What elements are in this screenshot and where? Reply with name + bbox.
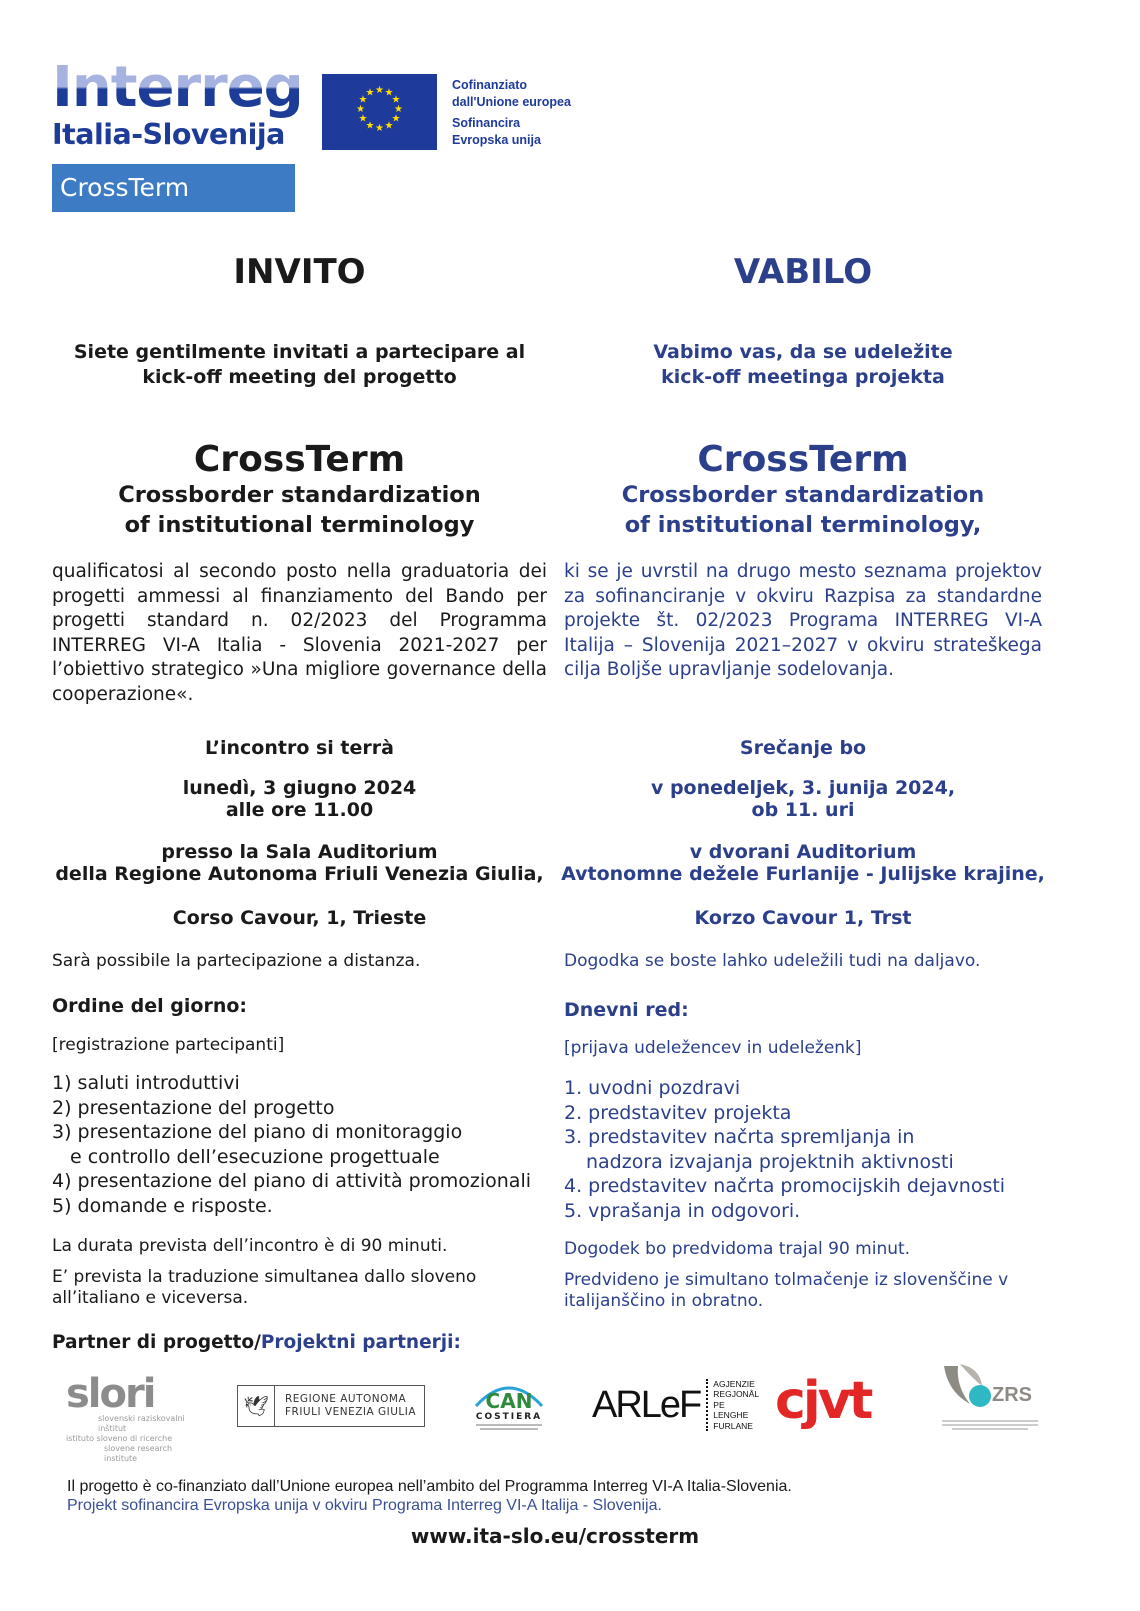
agenda-item: 1) saluti introduttivi [52,1072,240,1094]
meeting-datetime [564,777,1042,821]
meeting-intro: L’incontro si terrà [205,737,394,759]
invite-title: VABILO [733,252,873,292]
meeting-date: lunedì, 3 giugno 2024 [182,777,417,799]
project-subtitle-line: of institutional terminology, [624,512,982,538]
venue-line: della Regione Autonoma Friuli Venezia Giulia, [55,863,544,885]
svg-text:★: ★ [384,120,394,132]
crossterm-badge: CrossTerm [52,164,295,212]
interreg-logo-word: Interreg [52,55,303,120]
partners-label-it: Partner di progetto/ [52,1332,261,1353]
lead-line: Siete gentilmente invitati a partecipare al [73,341,526,363]
invite-title: INVITO [233,252,366,292]
fvg-line: FRIULI VENEZIA GIULIA [285,1406,417,1418]
interreg-logo-region: Italia-Slovenija [52,118,285,151]
svg-text:★: ★ [358,94,368,106]
agenda-item-continuation: nadzora izvajanja projektnih aktivnosti [586,1150,954,1173]
svg-text:★: ★ [391,113,401,125]
slori-line: slovenski raziskovalni inštitut [98,1414,185,1433]
arlef-line: AGJENZIE [713,1378,755,1389]
project-subtitle-line: of institutional terminology [124,512,475,538]
duration-note: Dogodek bo predvidoma trajal 90 minut. [564,1239,911,1259]
arlef-line: FURLANE [713,1420,753,1431]
eu-stars-icon [322,74,437,150]
partners-label [52,1332,461,1353]
agenda-item: 5. vprašanja in odgovori. [564,1199,801,1222]
translation-note [564,1270,1008,1312]
translation-line: Predvideno je simultano tolmačenje iz slovenščine v [564,1270,1009,1290]
invite-lead [564,340,1042,390]
eu-text-line: dall'Unione europea [452,95,571,109]
registration-note: [prijava udeležencev in udeleženk] [564,1038,862,1058]
project-name: CrossTerm [193,439,406,480]
project-heading [52,440,547,540]
agenda-item: 3. predstavitev načrta spremljanja in [564,1126,915,1148]
invite-lead [52,340,547,390]
agenda-item: 3) presentazione del piano di monitoraggio [52,1121,463,1143]
agenda-list [52,1071,547,1218]
project-description: ki se je uvrstil na drugo mesto seznama projektov za sofinanciranje v okviru Razpisa za standardne projekte št. 02/2023 Programa INTERREG VI-A Italija – Slovenija 2021–2027 v okviru strateškega cilja Boljše upravljanje sodelovanja. [564,561,1042,680]
slori-wordmark: slori [66,1371,155,1417]
translation-line: all’italiano e viceversa. [52,1288,249,1308]
arlef-logo [592,1378,760,1432]
svg-text:★: ★ [356,104,365,115]
meeting-date: v ponedeljek, 3. junija 2024, [650,777,956,799]
svg-text:★: ★ [375,123,384,134]
eu-flag-icon [322,74,437,150]
agenda-list [564,1076,1042,1223]
project-description: qualificatosi al secondo posto nella graduatoria dei progetti ammessi al finanziamento del Bando per progetti standard n. 02/2023 del Programma INTERREG VI-A Italia - Slovenia 2021-2027 per l’obiettivo strategico »Una migliore governance della cooperazione«. [52,561,547,705]
arlef-wordmark: ARLeF [592,1383,701,1426]
remote-note: Sarà possibile la partecipazione a distanza. [52,951,421,971]
slori-line: istituto sloveno di ricerche [66,1434,173,1443]
meeting-time: alle ore 11.00 [225,799,374,821]
translation-note [52,1267,476,1309]
venue-line: Avtonomne dežele Furlanije - Julijske krajine, [561,863,1045,885]
agenda-item: 4) presentazione del piano di attività promozionali [52,1170,531,1192]
meeting-address: Korzo Cavour 1, Trst [694,907,912,929]
agenda-title: Ordine del giorno: [52,995,247,1017]
cjvt-logo [775,1372,895,1430]
slori-logo [66,1371,206,1463]
remote-note: Dogodka se boste lahko udeležili tudi na daljavo. [564,951,981,971]
project-subtitle-line: Crossborder standardization [118,482,481,508]
footer-cofunding-it: Il progetto è co-finanziato dall’Unione europea nell’ambito del Programma Interreg VI-A Italia-Slovenia. [67,1478,792,1495]
can-costiera-logo [470,1378,548,1440]
eu-text-line: Cofinanziato [452,78,527,92]
venue-line: presso la Sala Auditorium [161,841,438,863]
partners-label-sl: Projektni partnerji: [260,1332,461,1353]
agenda-item: 4. predstavitev načrta promocijskih dejavnosti [564,1175,1006,1197]
venue-line: v dvorani Auditorium [689,841,917,863]
lead-line: kick-off meetinga projekta [661,366,945,388]
duration-note: La durata prevista dell’incontro è di 90 minuti. [52,1236,448,1256]
agenda-item: 1. uvodni pozdravi [564,1077,741,1099]
svg-text:★: ★ [375,85,384,96]
cjvt-wordmark: cjvt [775,1371,871,1431]
svg-text:★: ★ [365,120,375,132]
lead-line: Vabimo vas, da se udeležite [653,341,953,363]
meeting-datetime [52,777,547,821]
agenda-item: 2. predstavitev projekta [564,1101,792,1124]
meeting-time: ob 11. uri [751,799,855,821]
translation-line: italijanščino in obratno. [564,1291,764,1311]
lead-line: kick-off meeting del progetto [142,366,457,388]
meeting-intro: Srečanje bo [739,737,867,759]
svg-text:★: ★ [394,104,403,115]
project-name: CrossTerm [697,439,909,480]
eagle-icon: 🕊 [238,1386,275,1426]
project-website-link[interactable]: www.ita-slo.eu/crossterm [410,1524,700,1548]
fvg-line: REGIONE AUTONOMA [285,1393,407,1405]
footer-cofunding-sl: Projekt sofinancira Evropska unija v okviru Programa Interreg VI-A Italija - Slovenija. [67,1497,662,1514]
svg-text:★: ★ [391,94,401,106]
svg-text:★: ★ [384,87,394,99]
svg-text:★: ★ [358,113,368,125]
fvg-region-logo [237,1385,425,1427]
svg-text:★: ★ [365,87,375,99]
arlef-line: REGJONÂL [713,1389,760,1400]
agenda-item: 5) domande e risposte. [52,1194,273,1217]
can-sub: COSTIERA [475,1412,543,1422]
meeting-venue [52,841,547,885]
can-wordmark: CAN [485,1389,533,1413]
arlef-line: PE LENGHE [713,1399,749,1421]
zrs-wordmark: ZRS [992,1384,1032,1406]
agenda-item: 2) presentazione del progetto [52,1096,335,1119]
project-heading [564,440,1042,540]
eu-text-line: Evropska unija [452,133,541,147]
project-subtitle-line: Crossborder standardization [621,482,985,508]
agenda-item-continuation: e controllo dell’esecuzione progettuale [70,1145,440,1168]
registration-note: [registrazione partecipanti] [52,1035,285,1055]
translation-line: E’ prevista la traduzione simultanea dallo sloveno [52,1267,477,1287]
eu-text-line: Sofinancira [452,116,521,130]
agenda-title: Dnevni red: [564,999,689,1021]
meeting-address: Corso Cavour, 1, Trieste [172,907,427,929]
zrs-logo [940,1362,1040,1430]
meeting-venue [554,841,1052,885]
eu-cofunding-text [452,77,571,149]
slori-line: slovene research institute [104,1444,173,1463]
